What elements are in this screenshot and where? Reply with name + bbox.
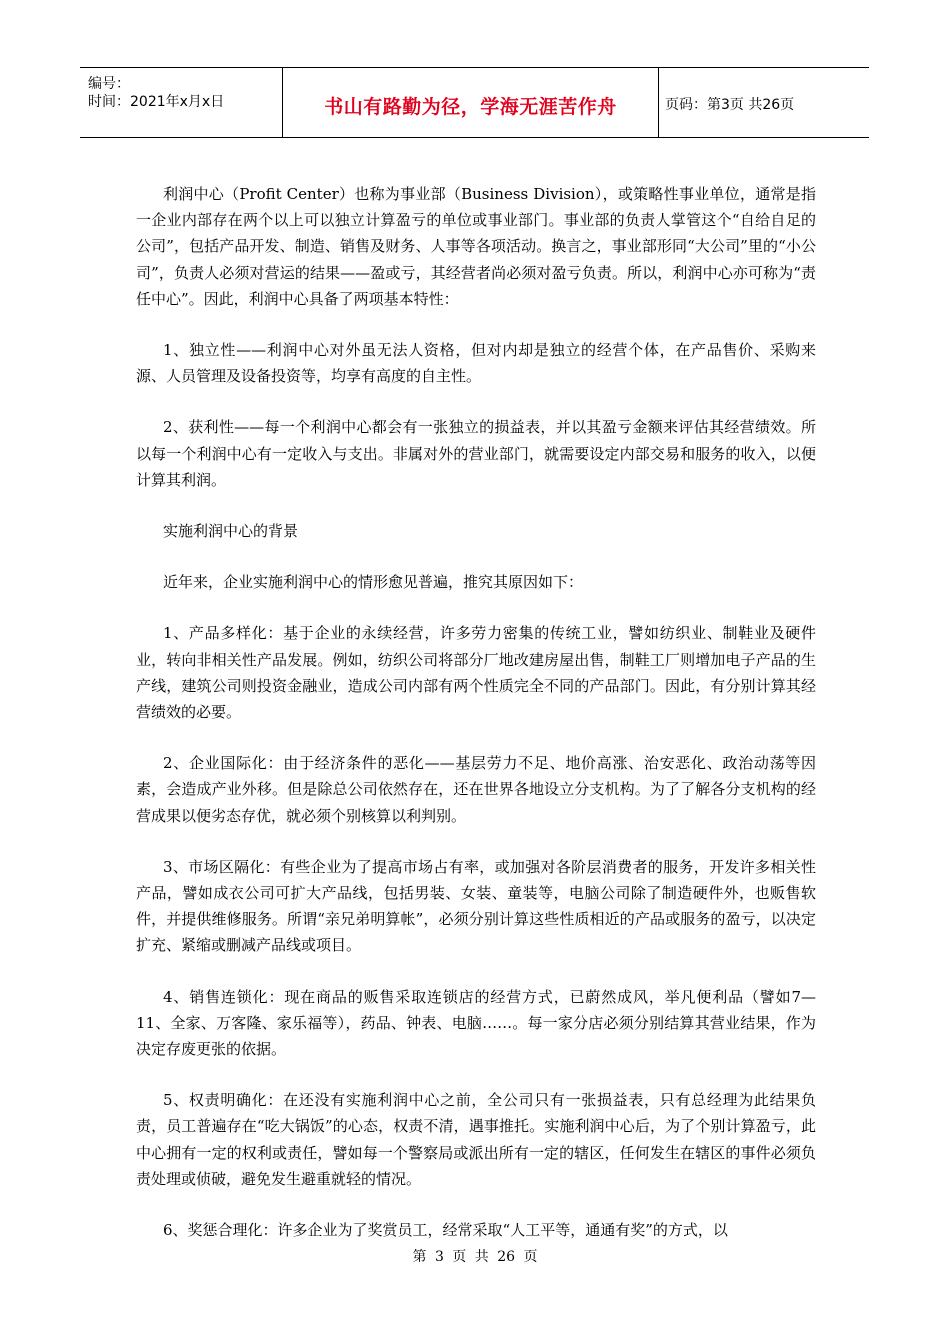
paragraph: 近年来，企业实施利润中心的情形愈见普遍，推究其原因如下：: [163, 573, 584, 592]
date-label: 时间：2021年x月x日: [88, 94, 225, 110]
motto-text: 书山有路勤为径，学海无涯苦作舟: [324, 96, 617, 118]
header-page-cell: [659, 68, 869, 137]
header-table: [80, 67, 869, 138]
document-body: [136, 181, 816, 1243]
paragraph: 1、产品多样化：基于企业的永续经营，许多劳力密集的传统工业，譬如纺织业、制鞋业及硬件业，转向非相关性产品发展。例如，纺织公司将部分厂地改建房屋出售，制鞋工厂则增加电子产品的生产线，建筑公司则投资金融业，造成公司内部有两个性质完全不同的产品部门。因此，有分别计算其经营绩效的必要。: [136, 624, 816, 722]
paragraph: 6、奖惩合理化：许多企业为了奖赏员工，经常采取“人工平等，通通有奖”的方式，以: [163, 1221, 728, 1240]
number-label: 编号：: [88, 76, 130, 92]
paragraph: 5、权责明确化：在还没有实施利润中心之前，全公司只有一张损益表，只有总经理为此结果负责，员工普遍存在“吃大锅饭”的心态，权责不清，遇事推托。实施利润中心后，为了个别计算盈亏，此中心拥有一定的权利或责任，譬如每一个警察局或派出所有一定的辖区，任何发生在辖区的事件必须负责处理或侦破，避免发生避重就轻的情况。: [136, 1091, 816, 1188]
paragraph: 利润中心（Profit Center）也称为事业部（Business Division），或策略性事业单位，通常是指一企业内部存在两个以上可以独立计算盈亏的单位或事业部门。事业部的负责人掌管这个“自给自足的公司”，包括产品开发、制造、销售及财务、人事等各项活动。换言之，事业部形同“大公司”里的“小公司”，负责人必须对营运的结果——盈或亏，其经营者尚必须对盈亏负责。所以，利润中心亦可称为“责任中心”。因此，利润中心具备了两项基本特性：: [136, 185, 816, 308]
paragraph: 2、企业国际化：由于经济条件的恶化——基层劳力不足、地价高涨、治安恶化、政治动荡等因素，会造成产业外移。但是除总公司依然存在，还在世界各地设立分支机构。为了了解各分支机构的经营成果以便劣态存优，就必须个别核算以利判别。: [136, 754, 816, 825]
header-meta-cell: [80, 68, 283, 137]
paragraph: 4、销售连锁化：现在商品的贩售采取连锁店的经营方式，已蔚然成风，举凡便利品（譬如7—11、全家、万客隆、家乐福等），药品、钟表、电脑……。每一家分店必须分别结算其营业结果，作为决定存废更张的依据。: [136, 987, 816, 1059]
paragraph: 2、获利性——每一个利润中心都会有一张独立的损益表，并以其盈亏金额来评估其经营绩效。所以每一个利润中心有一定收入与支出。非属对外的营业部门，就需要设定内部交易和服务的收入，以便计算其利润。: [136, 418, 816, 489]
header-motto-cell: [283, 68, 659, 137]
page-footer: 第 3 页 共 26 页: [412, 1249, 538, 1265]
paragraph: 1、独立性——利润中心对外虽无法人资格，但对内却是独立的经营个体，在产品售价、采购来源、人员管理及设备投资等，均享有高度的自主性。: [136, 341, 816, 386]
page-info: 页码：第3页 共26页: [665, 97, 795, 113]
section-heading: 实施利润中心的背景: [163, 522, 299, 541]
paragraph: 3、市场区隔化：有些企业为了提高市场占有率，或加强对各阶层消费者的服务，开发许多相关性产品，譬如成衣公司可扩大产品线，包括男装、女装、童装等，电脑公司除了制造硬件外，也贩售软件，并提供维修服务。所谓“亲兄弟明算帐”，必须分别计算这些性质相近的产品或服务的盈亏，以决定扩充、紧缩或删减产品线或项目。: [136, 857, 816, 955]
